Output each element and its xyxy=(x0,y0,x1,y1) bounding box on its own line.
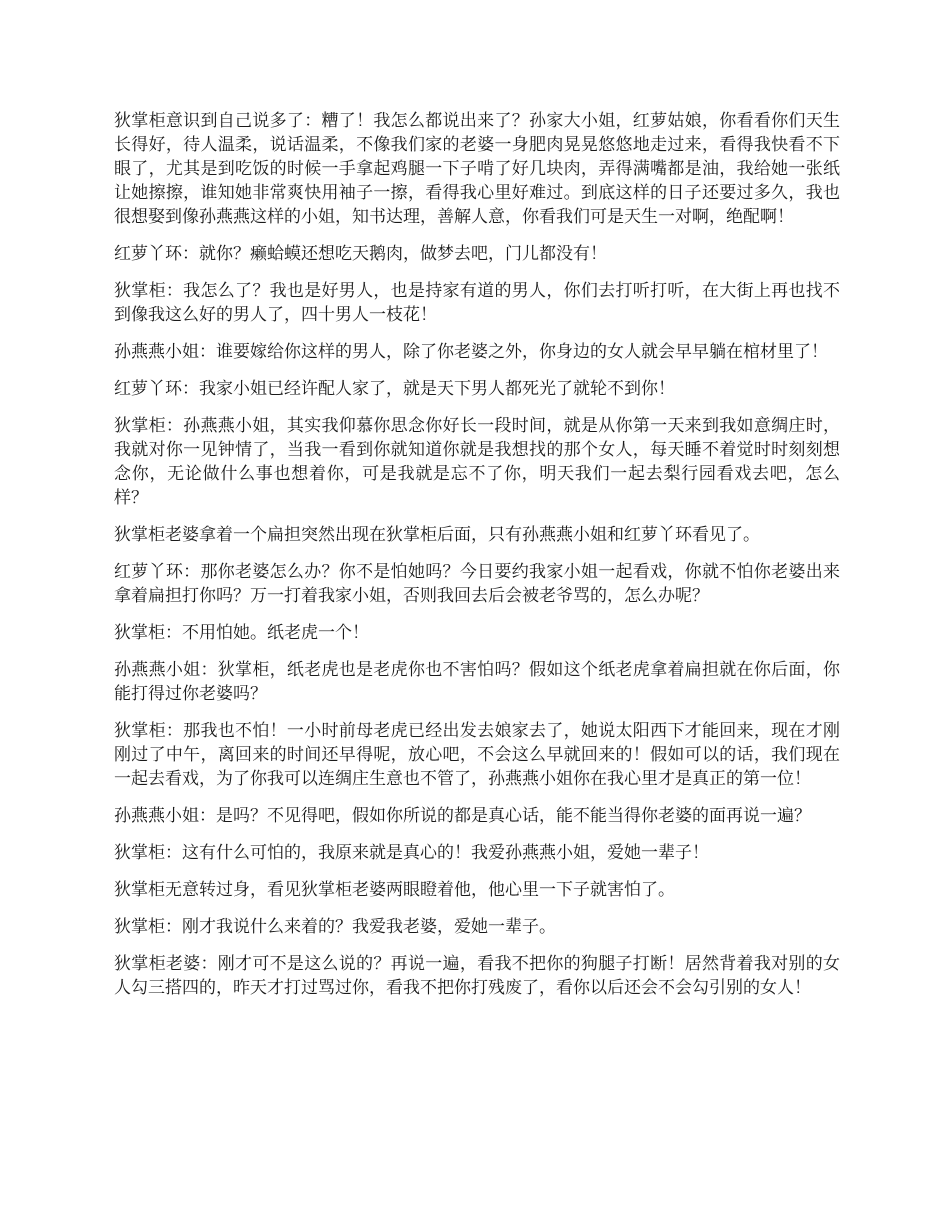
paragraph: 狄掌柜：那我也不怕！一小时前母老虎已经出发去娘家去了，她说太阳西下才能回来，现在才刚刚过了中午，离回来的时间还早得呢，放心吧，不会这么早就回来的！假如可以的话，我们现在一起去看戏，为了你我可以连绸庄生意也不管了，孙燕燕小姐你在我心里才是真正的第一位！ xyxy=(114,721,840,789)
paragraph: 狄掌柜老婆拿着一个扁担突然出现在狄掌柜后面，只有孙燕燕小姐和红萝丫环看见了。 xyxy=(114,525,760,545)
paragraph: 狄掌柜：这有什么可怕的，我原来就是真心的！我爱孙燕燕小姐，爱她一辈子！ xyxy=(114,843,709,863)
paragraph: 孙燕燕小姐：狄掌柜，纸老虎也是老虎你也不害怕吗？假如这个纸老虎拿着扁担就在你后面，你能打得过你老婆吗？ xyxy=(114,660,840,704)
paragraph: 红萝丫环：就你？癞蛤蟆还想吃天鹅肉，做梦去吧，门儿都没有！ xyxy=(114,244,607,264)
paragraph: 狄掌柜：不用怕她。纸老虎一个！ xyxy=(114,623,369,643)
document-page xyxy=(114,109,840,1013)
paragraph: 狄掌柜：刚才我说什么来着的？我爱我老婆，爱她一辈子。 xyxy=(114,917,556,937)
paragraph: 红萝丫环：那你老婆怎么办？你不是怕她吗？今日要约我家小姐一起看戏，你就不怕你老婆出来拿着扁担打你吗？万一打着我家小姐，否则我回去后会被老爷骂的，怎么办呢？ xyxy=(114,562,840,606)
paragraph: 红萝丫环：我家小姐已经许配人家了，就是天下男人都死光了就轮不到你！ xyxy=(114,379,675,399)
paragraph: 狄掌柜无意转过身，看见狄掌柜老婆两眼瞪着他，他心里一下子就害怕了。 xyxy=(114,880,675,900)
paragraph: 狄掌柜意识到自己说多了：糟了！我怎么都说出来了？孙家大小姐，红萝姑娘，你看看你们天生长得好，待人温柔，说话温柔，不像我们家的老婆一身肥肉晃晃悠悠地走过来，看得我快看不下眼了，尤其是到吃饭的时候一手拿起鸡腿一下子啃了好几块肉，弄得满嘴都是油，我给她一张纸让她擦擦，谁知她非常爽快用袖子一擦，看得我心里好难过。到底这样的日子还要过多久，我也很想娶到像孙燕燕这样的小姐，知书达理，善解人意，你看我们可是天生一对啊，绝配啊！ xyxy=(114,111,840,227)
paragraph: 狄掌柜：我怎么了？我也是好男人，也是持家有道的男人，你们去打听打听，在大街上再也找不到像我这么好的男人了，四十男人一枝花！ xyxy=(114,281,840,325)
paragraph: 孙燕燕小姐：谁要嫁给你这样的男人，除了你老婆之外，你身边的女人就会早早躺在棺材里了！ xyxy=(114,342,828,362)
paragraph: 孙燕燕小姐：是吗？不见得吧，假如你所说的都是真心话，能不能当得你老婆的面再说一遍？ xyxy=(114,806,811,826)
paragraph: 狄掌柜老婆：刚才可不是这么说的？再说一遍，看我不把你的狗腿子打断！居然背着我对别的女人勾三搭四的，昨天才打过骂过你，看我不把你打残废了，看你以后还会不会勾引别的女人！ xyxy=(114,954,840,998)
paragraph: 狄掌柜：孙燕燕小姐，其实我仰慕你思念你好长一段时间，就是从你第一天来到我如意绸庄时，我就对你一见钟情了，当我一看到你就知道你就是我想找的那个女人，每天睡不着觉时时刻刻想念你，无论做什么事也想着你，可是我就是忘不了你，明天我们一起去梨行园看戏去吧，怎么样？ xyxy=(114,416,840,508)
